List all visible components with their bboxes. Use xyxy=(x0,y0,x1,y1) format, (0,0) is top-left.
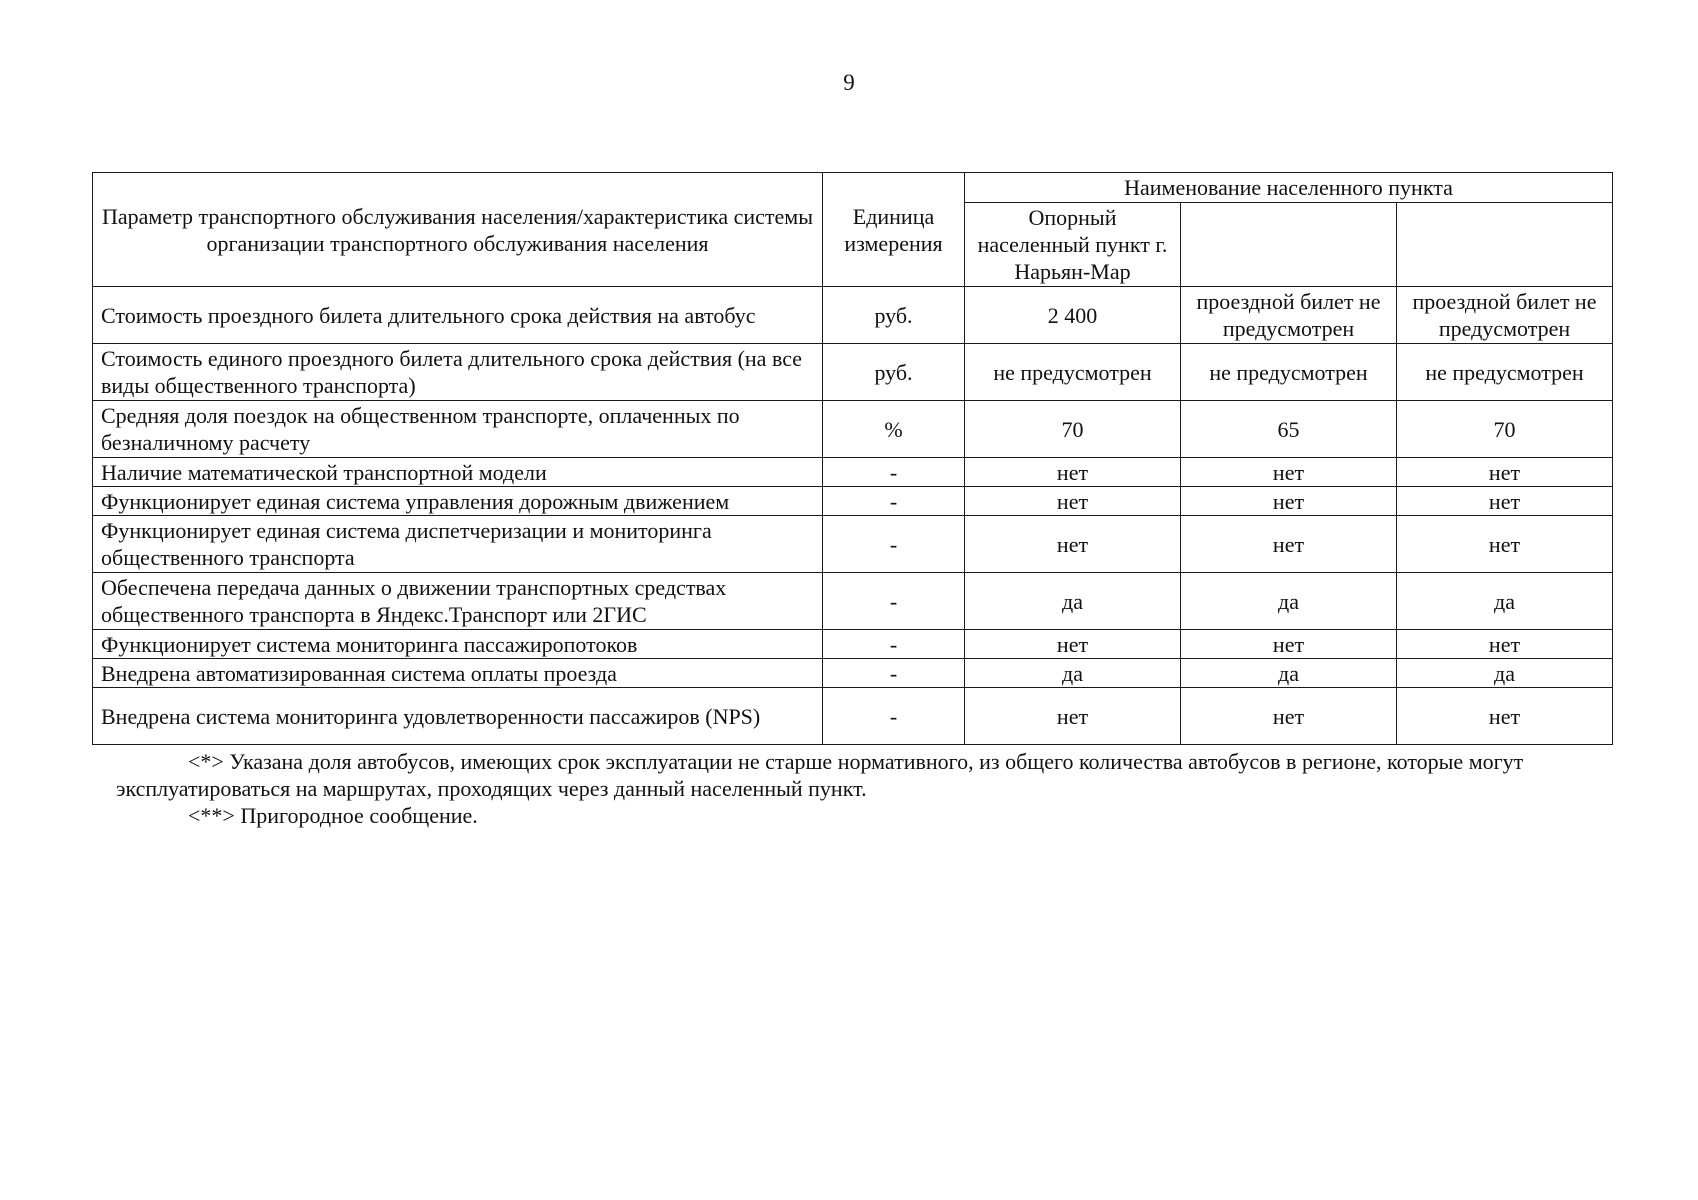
footnotes xyxy=(116,748,1616,829)
table-row xyxy=(93,401,1613,458)
row-value-2: нет xyxy=(1181,516,1397,573)
footnote-2: <**> Пригородное сообщение. xyxy=(188,803,478,828)
row-value-3: нет xyxy=(1397,516,1613,573)
row-parameter: Функционирует единая система диспетчеризации и мониторинга общественного транспорта xyxy=(93,516,823,573)
row-value-1: 70 xyxy=(965,401,1181,458)
row-value-1: нет xyxy=(965,688,1181,745)
row-value-3: нет xyxy=(1397,630,1613,659)
row-unit: - xyxy=(823,688,965,745)
row-value-3: нет xyxy=(1397,458,1613,487)
row-value-1: да xyxy=(965,573,1181,630)
row-value-3: проездной билет не предусмотрен xyxy=(1397,287,1613,344)
header-settlement-1: Опорный населенный пункт г. Нарьян-Мар xyxy=(965,203,1181,287)
row-unit: - xyxy=(823,516,965,573)
header-settlement-2 xyxy=(1181,203,1397,287)
row-parameter: Стоимость проездного билета длительного срока действия на автобус xyxy=(93,287,823,344)
row-value-3: нет xyxy=(1397,688,1613,745)
row-value-2: нет xyxy=(1181,487,1397,516)
row-unit: - xyxy=(823,573,965,630)
row-value-1: не предусмотрен xyxy=(965,344,1181,401)
row-parameter: Стоимость единого проездного билета длительного срока действия (на все виды общественного транспорта) xyxy=(93,344,823,401)
row-unit: - xyxy=(823,487,965,516)
header-settlement-group: Наименование населенного пункта xyxy=(965,173,1613,203)
row-parameter: Средняя доля поездок на общественном транспорте, оплаченных по безналичному расчету xyxy=(93,401,823,458)
row-parameter: Внедрена автоматизированная система оплаты проезда xyxy=(93,659,823,688)
transport-parameters-table xyxy=(92,172,1613,745)
row-unit: - xyxy=(823,630,965,659)
row-value-2: да xyxy=(1181,659,1397,688)
row-parameter: Обеспечена передача данных о движении транспортных средствах общественного транспорта в Яндекс.Транспорт или 2ГИС xyxy=(93,573,823,630)
row-value-2: 65 xyxy=(1181,401,1397,458)
header-unit: Единица измерения xyxy=(823,173,965,287)
row-parameter: Внедрена система мониторинга удовлетворенности пассажиров (NPS) xyxy=(93,688,823,745)
table-row xyxy=(93,573,1613,630)
row-value-2: да xyxy=(1181,573,1397,630)
table-row xyxy=(93,516,1613,573)
row-value-1: нет xyxy=(965,487,1181,516)
table-row xyxy=(93,659,1613,688)
row-value-1: нет xyxy=(965,516,1181,573)
row-value-1: нет xyxy=(965,630,1181,659)
table-row xyxy=(93,630,1613,659)
row-value-2: нет xyxy=(1181,630,1397,659)
row-parameter: Наличие математической транспортной модели xyxy=(93,458,823,487)
row-value-3: да xyxy=(1397,659,1613,688)
row-unit: руб. xyxy=(823,287,965,344)
row-value-2: нет xyxy=(1181,688,1397,745)
row-value-1: да xyxy=(965,659,1181,688)
row-parameter: Функционирует единая система управления дорожным движением xyxy=(93,487,823,516)
page-number: 9 xyxy=(843,70,855,95)
table-row xyxy=(93,344,1613,401)
footnote-1: <*> Указана доля автобусов, имеющих срок эксплуатации не старше нормативного, из общего количества автобусов в регионе, которые могут эксплуатироваться на маршрутах, проходящих через данный населенный пункт. xyxy=(116,749,1524,801)
table-row xyxy=(93,487,1613,516)
row-value-1: нет xyxy=(965,458,1181,487)
row-value-3: 70 xyxy=(1397,401,1613,458)
row-value-2: не предусмотрен xyxy=(1181,344,1397,401)
header-parameter: Параметр транспортного обслуживания населения/характеристика системы организации транспортного обслуживания населения xyxy=(93,173,823,287)
row-value-2: нет xyxy=(1181,458,1397,487)
row-unit: % xyxy=(823,401,965,458)
row-parameter: Функционирует система мониторинга пассажиропотоков xyxy=(93,630,823,659)
row-value-3: да xyxy=(1397,573,1613,630)
row-value-3: не предусмотрен xyxy=(1397,344,1613,401)
table-row xyxy=(93,287,1613,344)
row-value-2: проездной билет не предусмотрен xyxy=(1181,287,1397,344)
header-settlement-3 xyxy=(1397,203,1613,287)
row-value-1: 2 400 xyxy=(965,287,1181,344)
table-row xyxy=(93,688,1613,745)
row-unit: - xyxy=(823,659,965,688)
row-unit: - xyxy=(823,458,965,487)
row-unit: руб. xyxy=(823,344,965,401)
row-value-3: нет xyxy=(1397,487,1613,516)
table-row xyxy=(93,458,1613,487)
